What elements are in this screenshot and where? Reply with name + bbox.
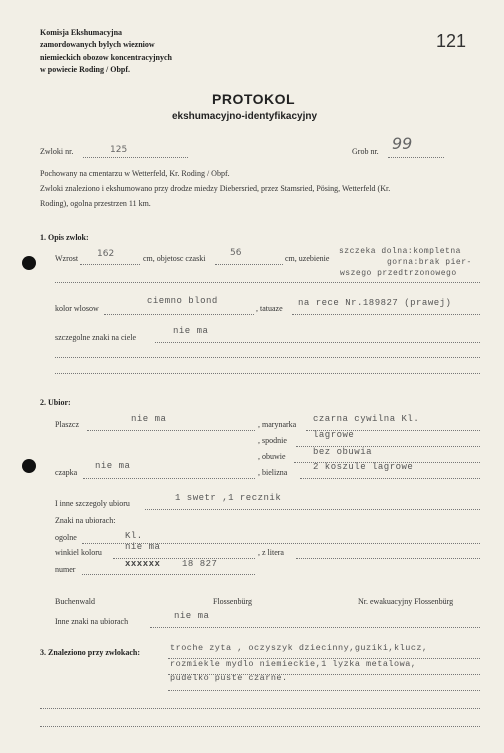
found-items-line-3: pudelko puste czarne. xyxy=(170,673,288,683)
inne-szczegoly-label: I inne szczegoly ubioru xyxy=(55,499,130,508)
plaszcz-value: nie ma xyxy=(131,414,167,424)
plaszcz-label: Plaszcz xyxy=(55,420,79,429)
grob-value: 99 xyxy=(392,134,413,153)
inne-znaki-value: nie ma xyxy=(174,611,210,621)
punch-hole xyxy=(22,459,36,473)
buchenwald-label: Buchenwald xyxy=(55,597,95,606)
winkiel-label: winkiel koloru xyxy=(55,548,102,557)
tatuaze-value: na rece Nr.189827 (prawej) xyxy=(298,298,452,308)
punch-hole xyxy=(22,256,36,270)
org-line-1: Komisja Ekshumacyjna xyxy=(40,28,123,37)
inne-znaki-label: Inne znaki na ubiorach xyxy=(55,617,129,626)
numer-struck-value: xxxxxx xyxy=(125,559,161,569)
nr-ewakuacyjny-label: Nr. ewakuacyjny Flossenbürg xyxy=(358,597,454,606)
numer-value: 18 827 xyxy=(182,559,218,569)
numer-label: numer xyxy=(55,565,76,574)
znaki-label: szczegolne znaki na ciele xyxy=(55,333,137,342)
grob-label: Grob nr. xyxy=(352,147,379,156)
marynarka-label: , marynarka xyxy=(258,420,297,429)
ogolne-label: ogolne xyxy=(55,533,77,542)
kolor-value: ciemno blond xyxy=(147,296,218,306)
org-line-3: niemieckich obozow koncentracyjnych xyxy=(40,53,172,62)
obuwie-label: , obuwie xyxy=(258,452,286,461)
org-line-4: w powiecie Roding / Obpf. xyxy=(40,65,131,74)
marynarka-value: czarna cywilna Kl. xyxy=(313,414,420,424)
obuwie-value: bez obuwia xyxy=(313,447,373,457)
found-items-line-2: rozmiekle mydlo niemieckie,1 lyzka metalowa, xyxy=(170,659,417,669)
czapka-label: czapka xyxy=(55,468,78,477)
kolor-label: kolor wlosow xyxy=(55,304,99,313)
page-subtitle: ekshumacyjno-identyfikacyjny xyxy=(172,111,318,122)
uzebienie-line-1: szczeka dolna:kompletna xyxy=(339,247,461,256)
section-3-heading: 3. Znaleziono przy zwlokach: xyxy=(40,648,140,657)
znaki-ubior-label: Znaki na ubiorach: xyxy=(55,516,116,525)
found-line-1: Zwloki znaleziono i ekshumowano przy drodze miedzy Diebersried, przez Stamsried, Pösing, Wetterfeld (Kr. xyxy=(40,184,391,193)
cm-uzebienie-label: cm, uzebienie xyxy=(285,254,330,263)
wzrost-value: 162 xyxy=(97,249,115,259)
page-title: PROTOKOL xyxy=(212,91,296,107)
znaki-value: nie ma xyxy=(173,326,209,336)
section-1-heading: 1. Opis zwlok: xyxy=(40,233,89,242)
z-litera-label: , z litera xyxy=(258,548,284,557)
uzebienie-line-2: gorna:brak pier- xyxy=(387,258,472,267)
czaski-value: 56 xyxy=(230,248,242,258)
tatuaze-label: , tatuaze xyxy=(256,304,283,313)
spodnie-value: lagrowe xyxy=(313,430,355,440)
buried-text: Pochowany na cmentarzu w Wetterfeld, Kr. Roding / Obpf. xyxy=(40,169,230,178)
found-line-2: Roding), ogolna przestrzen 11 km. xyxy=(40,199,151,208)
ogolne-value: Kl. xyxy=(125,531,143,541)
uzebienie-line-3: wszego przedtrzonowego xyxy=(340,269,457,278)
cm-objetosc-label: cm, objetosc czaski xyxy=(143,254,206,263)
found-items-line-1: troche zyta , oczyszyk dziecinny,guziki,klucz, xyxy=(170,643,428,653)
winkiel-value: nie ma xyxy=(125,542,161,552)
wzrost-label: Wzrost xyxy=(55,254,79,263)
org-line-2: zamordowanych bylych wiezniow xyxy=(40,40,155,49)
flossenburg-label: Flossenbürg xyxy=(213,597,252,606)
bielizna-value: 2 koszule lagrowe xyxy=(313,462,414,472)
inne-szczegoly-value: 1 swetr ,1 recznik xyxy=(175,493,282,503)
zwloki-label: Zwloki nr. xyxy=(40,147,74,156)
spodnie-label: , spodnie xyxy=(258,436,287,445)
zwloki-value: 125 xyxy=(110,145,128,155)
page-number: 121 xyxy=(436,31,467,51)
czapka-value: nie ma xyxy=(95,461,131,471)
bielizna-label: , bielizna xyxy=(258,468,288,477)
section-2-heading: 2. Ubior: xyxy=(40,398,71,407)
